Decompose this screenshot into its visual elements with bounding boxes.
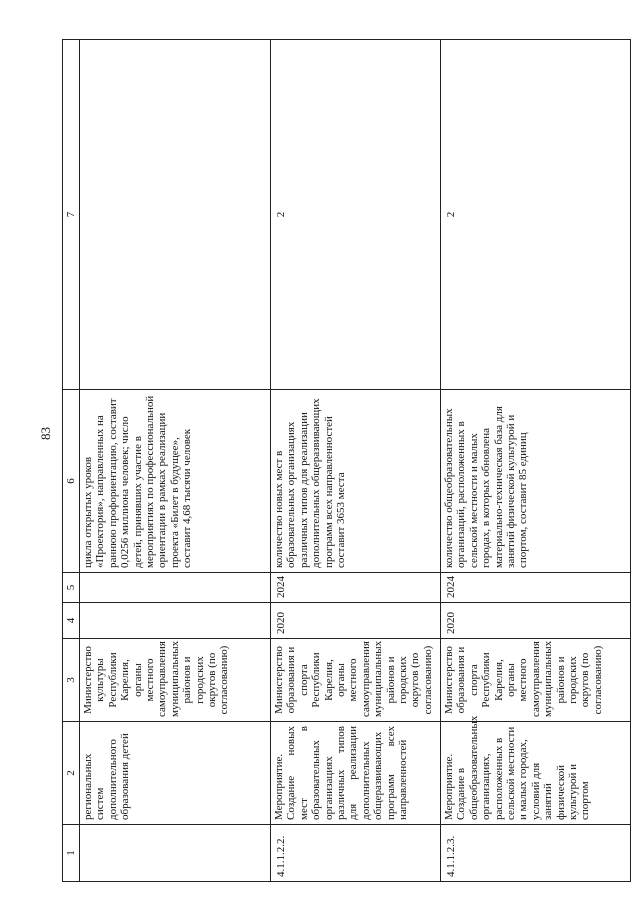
col7-cell: 2	[441, 40, 631, 390]
end-year-cell: 2024	[271, 573, 441, 603]
measures-table	[62, 39, 631, 882]
result-cell: количество новых мест в образовательных организациях различных типов для реализации дополнительных общеразвивающих программ всех направленностей составит 3653 места	[271, 390, 441, 573]
col7-cell: 2	[271, 40, 441, 390]
event-cell: Мероприятие. Создание в общеобразовательных организациях, расположенных в сельской местности и малых городах, условий для занятий физической культурой и спортом	[441, 722, 631, 825]
result-cell: количество общеобразовательных организаций, расположенных в сельской местности и малых городах, в которых обновлена материально-техническая база для занятий физической культурой и спортом, составит 85 единиц	[441, 390, 631, 573]
header-cell: 7	[63, 40, 80, 390]
row-number: 4.1.1.2.3.	[441, 825, 631, 882]
col7-cell	[80, 40, 271, 390]
header-cell: 3	[63, 639, 80, 722]
executor-cell: Министерство образования и спорта Республики Карелия, органы местного самоуправления муниципальных районов и городских округов (по согласованию)	[271, 639, 441, 722]
page-number: 83	[38, 427, 53, 440]
header-cell: 1	[63, 825, 80, 882]
start-year-cell: 2020	[271, 603, 441, 639]
start-year-cell: 2020	[441, 603, 631, 639]
header-cell: 6	[63, 390, 80, 573]
start-year-cell	[80, 603, 271, 639]
end-year-cell	[80, 573, 271, 603]
header-cell: 4	[63, 603, 80, 639]
table-row	[271, 40, 441, 882]
table-row	[80, 40, 271, 882]
table-row	[441, 40, 631, 882]
executor-cell: Министерство культуры Республики Карелия, органы местного самоуправления муниципальных районов и городских округов (по согласованию)	[80, 639, 271, 722]
executor-cell: Министерство образования и спорта Республики Карелия, органы местного самоуправления муниципальных районов и городских округов (по согласованию)	[441, 639, 631, 722]
header-row	[63, 40, 80, 882]
header-cell: 5	[63, 573, 80, 603]
row-number: 4.1.1.2.2.	[271, 825, 441, 882]
end-year-cell: 2024	[441, 573, 631, 603]
program-table	[62, 40, 618, 882]
event-cell: региональных систем дополнительного образования детей	[80, 722, 271, 825]
row-number	[80, 825, 271, 882]
result-cell: цикла открытых уроков «Проектория», направленных на раннюю профориентацию, составит 0,0256 миллиона человек; число детей, принявших участие в мероприятиях по профессиональной ориентации в рамках реализации проекта «Билет в будущее», составит 4,68 тысячи человек	[80, 390, 271, 573]
header-cell: 2	[63, 722, 80, 825]
event-cell: Мероприятие. Создание новых мест в образовательных организациях различных типов для реализации дополнительных общеразвивающих программ всех направленностей	[271, 722, 441, 825]
